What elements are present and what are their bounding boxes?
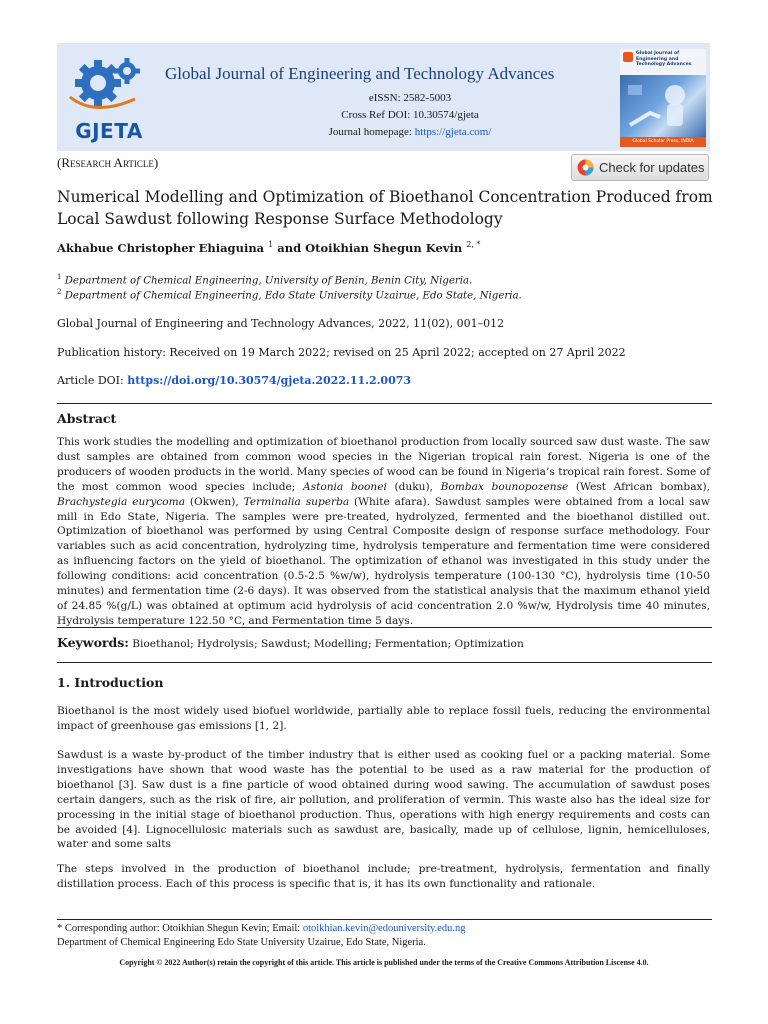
author-2[interactable]: Otoikhian Shegun Kevin xyxy=(305,240,463,255)
corresponding-department: Department of Chemical Engineering Edo State University Uzairue, Edo State, Nigeria. xyxy=(57,937,426,948)
abstract-part: (White afara). Sawdust samples were obtained from a local saw mill in Edo State, Nigeria. The samples were pre-treated, hydrolyzed, fermented and the bioethanol distilled out. Optimization of bioethanol was performed by using Central Composite design of response surface methodology. Four variables such as acid concentration, hydrolyzing time, hydrolysis temperature and fermentation time were considered as influencing factors on the yield of bioethanol. The optimization of ethanol was investigated in this study under the following conditions: acid concentration (0.5-2.5 %w/w), hydrolysis temperature (100-130 °C), hydrolysis time (10-50 minutes) and fermentation time (2-6 days). It was observed from the statistical analysis that the maximum ethanol yield of 24.85 %(g/L) was obtained at optimum acid hydrolysis of acid concentration 2.0 %w/w, Hydrolysis time 40 minutes, Hydrolysis temperature 122.50 °C, and Fermentation time 5 days. xyxy=(57,495,710,627)
author-connector: and xyxy=(273,240,306,255)
journal-cover-thumbnail xyxy=(620,49,706,147)
cover-image xyxy=(620,75,706,137)
cover-title: Global Journal of Engineering and Technology Advances xyxy=(636,51,692,67)
species-name: Brachystegia eurycoma xyxy=(57,495,186,508)
citation: Global Journal of Engineering and Technology Advances, 2022, 11(02), 001–012 xyxy=(57,317,505,330)
intro-paragraph-3: The steps involved in the production of bioethanol include; pre-treatment, hydrolysis, fermentation and finally distillation process. Each of this process is specific that is, it has its own functionality and rationale. xyxy=(57,863,710,890)
cover-logo-icon xyxy=(623,52,633,62)
affiliation-1-text: Department of Chemical Engineering, University of Benin, Benin City, Nigeria. xyxy=(64,275,473,287)
publication-history: Publication history: Received on 19 March 2022; revised on 25 April 2022; accepted on 27 April 2022 xyxy=(57,346,626,359)
keywords xyxy=(57,635,524,650)
intro-paragraph-2: Sawdust is a waste by-product of the timber industry that is either used as cooking fuel or a packing material. Some investigations have shown that wood waste has the potential to be used as a raw material for the production of bioethanol [3]. Saw dust is a fine particle of wood obtained during wood sawing. The accumulation of sawdust poses certain dangers, such as the risk of fire, air pollution, and proliferation of vermin. This waste also has the ideal size for processing in the initial stage of bioethanol production. Thus, operations with high energy requirements and costs can be avoided [4]. Lignocellulosic materials such as sawdust are, basically, made up of cellulose, lignin, hemicelluloses, water and some salts xyxy=(57,749,710,851)
article-type xyxy=(57,155,158,171)
keywords-list: Bioethanol; Hydrolysis; Sawdust; Modelling; Fermentation; Optimization xyxy=(128,638,524,650)
intro-paragraph-1: Bioethanol is the most widely used biofuel worldwide, partially able to replace fossil fuels, reducing the environmental impact of greenhouse gas emissions [1, 2]. xyxy=(57,705,710,732)
author-1-affiliation-ref: 1 xyxy=(268,240,274,249)
crossmark-icon xyxy=(577,159,594,176)
journal-logo xyxy=(65,47,153,147)
abstract-part: (duku), xyxy=(386,480,441,493)
article-title: Numerical Modelling and Optimization of Bioethanol Concentration Produced from Local Sawdust following Response Surface Methodology xyxy=(57,188,713,228)
cover-header xyxy=(620,49,706,75)
journal-homepage-label: Journal homepage: xyxy=(328,126,415,138)
doi-label: Article DOI: xyxy=(57,374,128,387)
keywords-label: Keywords: xyxy=(57,635,129,650)
abstract-part: This work studies the modelling and optimization of bioethanol production from locally sourced saw dust waste. The saw dust samples are obtained from common wood species in the Nigerian tropical rain forest. Nigeria is one of the producers of wooden products in the world. Many species of wood can be found in Nigeria’s tropical rain forest. Some of the most common wood species include; xyxy=(57,436,710,493)
species-name: Bombax bounopozense xyxy=(440,480,569,493)
introduction-heading: 1. Introduction xyxy=(57,675,164,690)
cover-publisher: Global Scholar Press, INDIA xyxy=(620,137,706,147)
check-for-updates-button[interactable] xyxy=(571,154,709,181)
species-name: Astonia boonei xyxy=(302,480,387,493)
affiliation-2 xyxy=(57,288,522,301)
article-doi xyxy=(57,374,411,387)
article-type-close: ) xyxy=(153,155,159,170)
journal-logo-text: GJETA xyxy=(75,119,143,143)
author-list xyxy=(57,240,480,255)
abstract-text xyxy=(57,435,710,629)
corresponding-label: * Corresponding author: Otoikhian Shegun Kevin; Email: xyxy=(57,923,303,934)
affiliation-2-sup: 2 xyxy=(57,288,62,296)
article-type-label: Research Article xyxy=(61,155,154,170)
abstract-heading: Abstract xyxy=(57,411,117,426)
intro-divider xyxy=(57,662,712,663)
abstract-part: (West African bombax), xyxy=(568,480,710,493)
doi-link[interactable]: https://doi.org/10.30574/gjeta.2022.11.2.0073 xyxy=(127,374,412,387)
author-2-affiliation-ref: 2, * xyxy=(466,240,481,249)
affiliation-2-text: Department of Chemical Engineering, Edo State University Uzairue, Edo State, Nigeria. xyxy=(64,290,522,302)
journal-homepage-link[interactable]: https://gjeta.com/ xyxy=(414,126,492,138)
affiliation-1 xyxy=(57,273,472,286)
author-1[interactable]: Akhabue Christopher Ehiaguina xyxy=(57,240,265,255)
keywords-divider xyxy=(57,627,712,628)
abstract-divider xyxy=(57,403,712,404)
footnote-divider xyxy=(57,919,712,920)
check-for-updates-label: Check for updates xyxy=(599,160,705,175)
corresponding-author xyxy=(57,923,466,934)
journal-title: Global Journal of Engineering and Technology Advances xyxy=(165,64,555,83)
corresponding-email-link[interactable]: otoikhian.kevin@edouniversity.edu.ng xyxy=(302,923,466,934)
gear-logo-icon xyxy=(65,47,153,119)
species-name: Terminalia superba xyxy=(243,495,350,508)
copyright-notice: Copyright © 2022 Author(s) retain the copyright of this article. This article is published under the terms of the Creative Commons Attribution Liscense 4.0. xyxy=(119,958,649,967)
journal-crossref: Cross Ref DOI: 10.30574/gjeta xyxy=(341,109,479,121)
abstract-part: (Okwen), xyxy=(185,495,244,508)
journal-homepage xyxy=(260,126,560,138)
affiliation-1-sup: 1 xyxy=(57,273,62,281)
robot-hand-icon xyxy=(620,75,706,137)
journal-eissn: eISSN: 2582-5003 xyxy=(368,92,452,104)
article-type-open: ( xyxy=(57,155,62,170)
